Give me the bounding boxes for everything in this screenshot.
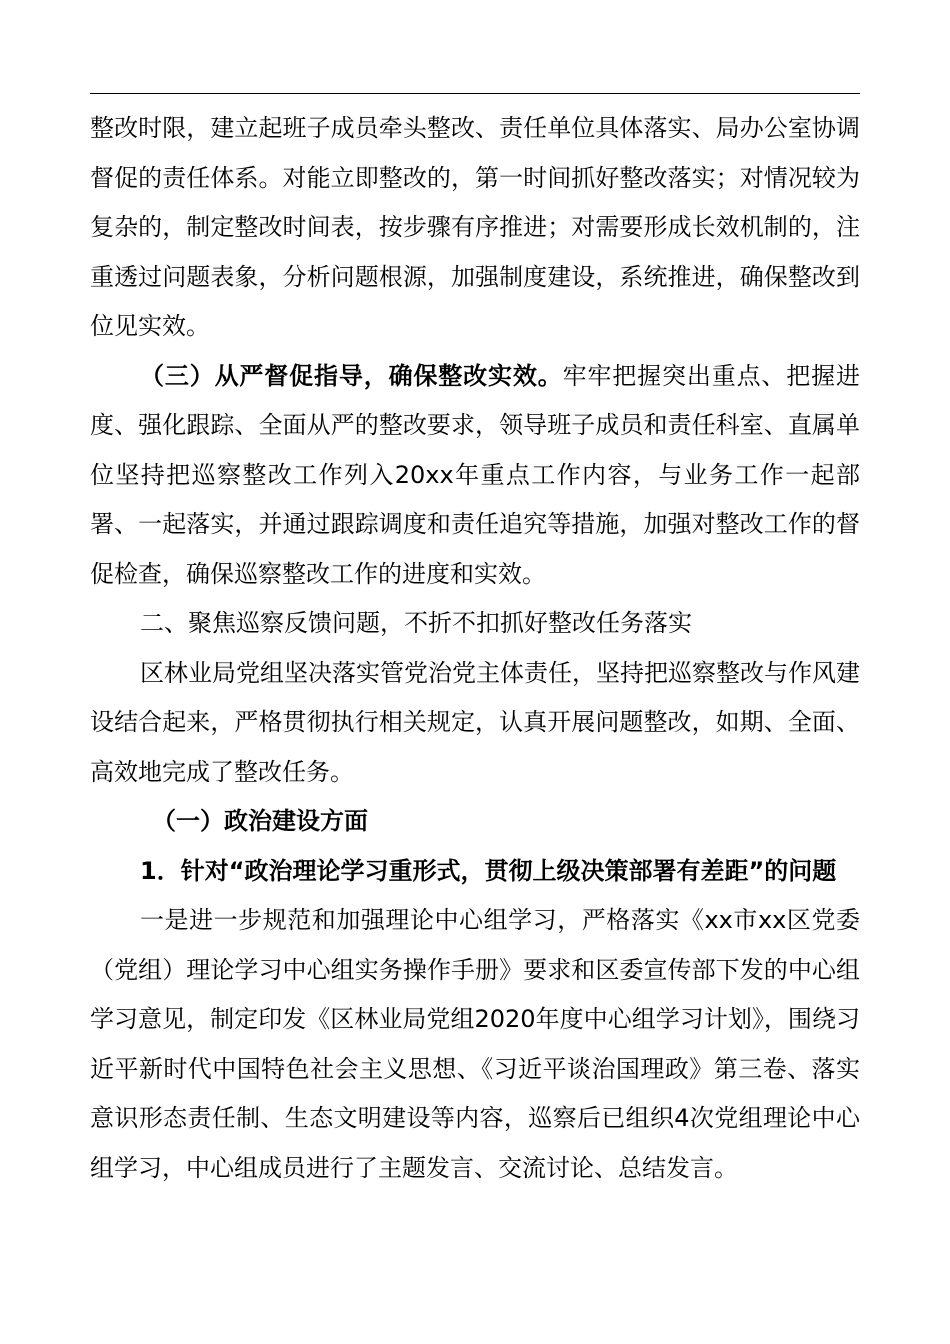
paragraph-supervision [90, 352, 860, 600]
section-heading-two: 二、聚焦巡察反馈问题，不折不扣抓好整改任务落实 [140, 609, 692, 637]
paragraph-forestry-bureau: 区林业局党组坚决落实管党治党主体责任，坚持把巡察整改与作风建设结合起来，严格贯彻执行相关规定，认真开展问题整改，如期、全面、高效地完成了整改任务。 [90, 658, 860, 786]
document-body [90, 104, 860, 1193]
paragraph-theory-study: 一是进一步规范和加强理论中心组学习，严格落实《xx市xx区党委（党组）理论学习中心组实务操作手册》要求和区委宣传部下发的中心组学习意见，制定印发《区林业局党组2020年度中心组学习计划》，围绕习近平新时代中国特色社会主义思想、《习近平谈治国理政》第三卷、落实意识形态责任制、生态文明建设等内容，巡察后已组织4次党组理论中心组学习，中心组成员进行了主题发言、交流讨论、总结发言。 [90, 906, 860, 1182]
issue-heading-1: 1．针对“政治理论学习重形式，贯彻上级决策部署有差距”的问题 [140, 856, 837, 885]
paragraph-supervision-body: 牢牢把握突出重点、把握进度、强化跟踪、全面从严的整改要求，领导班子成员和责任科室、直属单位坚持把巡察整改工作列入20xx年重点工作内容，与业务工作一起部署、一起落实，并通过跟踪调度和责任追究等措施，加强对整改工作的督促检查，确保巡察整改工作的进度和实效。 [90, 361, 861, 588]
section-heading-supervision: （三）从严督促指导，确保整改实效。 [140, 361, 563, 390]
header-rule [90, 93, 860, 94]
subsection-heading-political: （一）政治建设方面 [152, 807, 368, 835]
paragraph-rectification-system: 整改时限，建立起班子成员牵头整改、责任单位具体落实、局办公室协调督促的责任体系。对能立即整改的，第一时间抓好整改落实；对情况较为复杂的，制定整改时间表，按步骤有序推进；对需要形成长效机制的，注重透过问题表象，分析问题根源，加强制度建设，系统推进，确保整改到位见实效。 [90, 114, 860, 340]
